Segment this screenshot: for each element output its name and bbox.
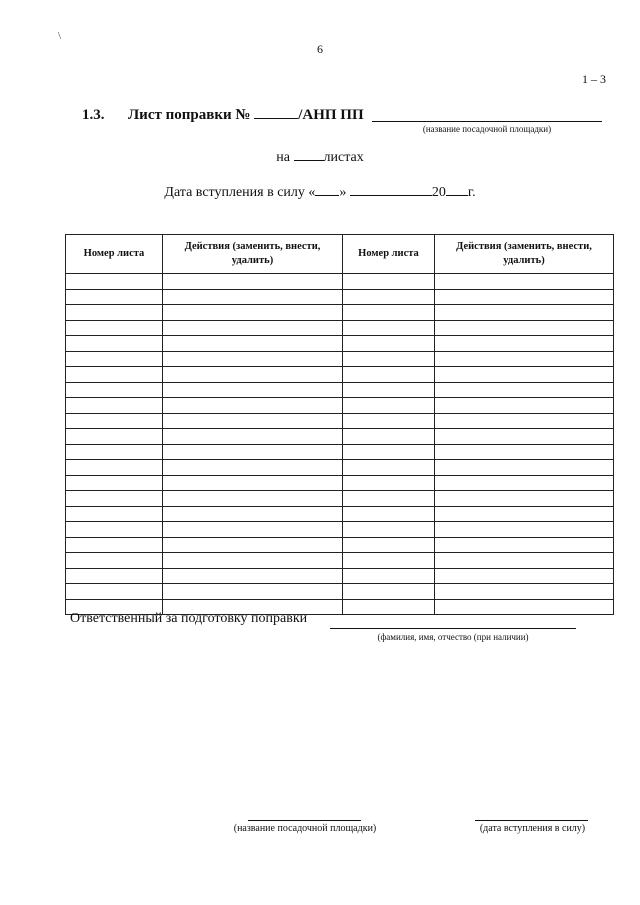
action-cell[interactable] bbox=[163, 537, 343, 553]
sheet-number-cell[interactable] bbox=[343, 475, 435, 491]
sheet-number-cell[interactable] bbox=[66, 305, 163, 321]
sheet-number-cell[interactable] bbox=[343, 289, 435, 305]
sheet-number-cell[interactable] bbox=[343, 274, 435, 290]
action-cell[interactable] bbox=[435, 320, 614, 336]
col-header-sheet-number-1: Номер листа bbox=[66, 235, 163, 274]
sheet-number-cell[interactable] bbox=[66, 320, 163, 336]
table-row bbox=[66, 491, 614, 507]
table-row bbox=[66, 429, 614, 445]
action-cell[interactable] bbox=[163, 351, 343, 367]
table-row bbox=[66, 289, 614, 305]
responsible-caption: (фамилия, имя, отчество (при наличии) bbox=[377, 632, 529, 642]
action-cell[interactable] bbox=[163, 522, 343, 538]
table-row bbox=[66, 336, 614, 352]
action-cell[interactable] bbox=[435, 491, 614, 507]
action-cell[interactable] bbox=[435, 305, 614, 321]
footer-date-caption: (дата вступления в силу) bbox=[479, 823, 586, 834]
table-row bbox=[66, 460, 614, 476]
footer-date-blank[interactable] bbox=[475, 820, 588, 821]
action-cell[interactable] bbox=[163, 320, 343, 336]
table-row bbox=[66, 305, 614, 321]
action-cell[interactable] bbox=[435, 289, 614, 305]
action-cell[interactable] bbox=[435, 444, 614, 460]
sheet-number-cell[interactable] bbox=[66, 553, 163, 569]
action-cell[interactable] bbox=[163, 460, 343, 476]
table-row bbox=[66, 320, 614, 336]
action-cell[interactable] bbox=[163, 568, 343, 584]
action-cell[interactable] bbox=[435, 506, 614, 522]
sheet-number-cell[interactable] bbox=[343, 398, 435, 414]
action-cell[interactable] bbox=[163, 382, 343, 398]
action-cell[interactable] bbox=[163, 398, 343, 414]
table-row bbox=[66, 506, 614, 522]
action-cell[interactable] bbox=[435, 429, 614, 445]
sheet-number-cell[interactable] bbox=[343, 336, 435, 352]
table-row bbox=[66, 398, 614, 414]
table-row bbox=[66, 367, 614, 383]
year-suffix: г. bbox=[467, 185, 476, 200]
action-cell[interactable] bbox=[435, 382, 614, 398]
sheet-number-cell[interactable] bbox=[343, 305, 435, 321]
table-row bbox=[66, 475, 614, 491]
sheet-number-cell[interactable] bbox=[343, 351, 435, 367]
sheet-number-cell[interactable] bbox=[66, 460, 163, 476]
sheet-number-cell[interactable] bbox=[343, 382, 435, 398]
action-cell[interactable] bbox=[435, 568, 614, 584]
sheet-number-cell[interactable] bbox=[343, 537, 435, 553]
sheet-number-cell[interactable] bbox=[66, 522, 163, 538]
sheet-number-cell[interactable] bbox=[343, 584, 435, 600]
table-row bbox=[66, 537, 614, 553]
action-cell[interactable] bbox=[435, 537, 614, 553]
sheet-number-cell[interactable] bbox=[343, 367, 435, 383]
action-cell[interactable] bbox=[163, 413, 343, 429]
action-cell[interactable] bbox=[163, 553, 343, 569]
sheet-number-cell[interactable] bbox=[66, 289, 163, 305]
amendment-number-blank[interactable] bbox=[254, 106, 298, 119]
action-cell[interactable] bbox=[163, 289, 343, 305]
sheet-number-cell[interactable] bbox=[343, 522, 435, 538]
action-cell[interactable] bbox=[163, 367, 343, 383]
sheet-number-cell[interactable] bbox=[66, 491, 163, 507]
sheet-number-cell[interactable] bbox=[66, 398, 163, 414]
table-row bbox=[66, 351, 614, 367]
sheet-number-cell[interactable] bbox=[343, 491, 435, 507]
year-blank[interactable] bbox=[446, 184, 468, 196]
action-cell[interactable] bbox=[435, 413, 614, 429]
sheet-number-cell[interactable] bbox=[66, 429, 163, 445]
heading-prefix: Лист поправки № bbox=[128, 107, 251, 123]
action-cell[interactable] bbox=[435, 475, 614, 491]
sheet-number-cell[interactable] bbox=[66, 444, 163, 460]
responsible-name-blank[interactable] bbox=[330, 628, 576, 629]
action-cell[interactable] bbox=[435, 522, 614, 538]
action-cell[interactable] bbox=[163, 444, 343, 460]
col-header-actions-1: Действия (заменить, внести, удалить) bbox=[163, 235, 343, 274]
col-header-sheet-number-2: Номер листа bbox=[343, 235, 435, 274]
responsible-label: Ответственный за подготовку поправки bbox=[70, 611, 308, 626]
site-name-blank[interactable] bbox=[372, 121, 602, 122]
sheet-number-cell[interactable] bbox=[66, 274, 163, 290]
action-cell[interactable] bbox=[163, 491, 343, 507]
page-number: 6 bbox=[317, 42, 323, 56]
year-prefix: 20 bbox=[431, 185, 446, 200]
action-cell[interactable] bbox=[163, 274, 343, 290]
table-header-row bbox=[66, 235, 614, 274]
page-code: 1 – 3 bbox=[582, 72, 606, 86]
action-cell[interactable] bbox=[163, 506, 343, 522]
table-row bbox=[66, 413, 614, 429]
sheet-number-cell[interactable] bbox=[66, 413, 163, 429]
sheet-number-cell[interactable] bbox=[343, 568, 435, 584]
heading-suffix: /АНП ПП bbox=[298, 107, 364, 123]
action-cell[interactable] bbox=[163, 429, 343, 445]
footer-site-caption: (название посадочной площадки) bbox=[233, 823, 377, 834]
action-cell[interactable] bbox=[163, 336, 343, 352]
sheet-number-cell[interactable] bbox=[66, 367, 163, 383]
section-number: 1.3. bbox=[82, 107, 105, 123]
sheet-number-cell[interactable] bbox=[343, 599, 435, 615]
sheet-number-cell[interactable] bbox=[66, 382, 163, 398]
table-row bbox=[66, 274, 614, 290]
sheets-count-line bbox=[0, 149, 640, 166]
sheet-number-cell[interactable] bbox=[66, 506, 163, 522]
footer-site-blank[interactable] bbox=[248, 820, 361, 821]
sheet-number-cell[interactable] bbox=[343, 429, 435, 445]
sheet-number-cell[interactable] bbox=[66, 584, 163, 600]
action-cell[interactable] bbox=[435, 398, 614, 414]
table-row bbox=[66, 382, 614, 398]
table-row bbox=[66, 568, 614, 584]
sheets-suffix: листах bbox=[323, 150, 364, 165]
action-cell[interactable] bbox=[163, 305, 343, 321]
action-cell[interactable] bbox=[435, 584, 614, 600]
scan-mark: \ bbox=[58, 30, 62, 42]
table-row bbox=[66, 584, 614, 600]
sheet-number-cell[interactable] bbox=[343, 444, 435, 460]
sheet-number-cell[interactable] bbox=[66, 475, 163, 491]
sheets-prefix: на bbox=[276, 150, 290, 165]
sheet-number-cell[interactable] bbox=[66, 336, 163, 352]
table-row bbox=[66, 522, 614, 538]
action-cell[interactable] bbox=[435, 553, 614, 569]
action-cell[interactable] bbox=[435, 460, 614, 476]
sheet-number-cell[interactable] bbox=[343, 320, 435, 336]
col-header-actions-2: Действия (заменить, внести, удалить) bbox=[435, 235, 614, 274]
action-cell[interactable] bbox=[163, 475, 343, 491]
sheet-number-cell[interactable] bbox=[343, 413, 435, 429]
sheet-number-cell[interactable] bbox=[66, 351, 163, 367]
date-prefix: Дата вступления в силу « bbox=[164, 185, 316, 200]
date-quote-close: » bbox=[339, 185, 347, 200]
month-blank[interactable] bbox=[350, 184, 432, 196]
section-heading bbox=[82, 106, 364, 124]
day-blank[interactable] bbox=[315, 184, 339, 196]
amendment-table bbox=[65, 234, 614, 615]
table-row bbox=[66, 553, 614, 569]
sheet-number-cell[interactable] bbox=[66, 537, 163, 553]
table-row bbox=[66, 444, 614, 460]
effective-date-line bbox=[0, 184, 640, 201]
sheet-number-cell[interactable] bbox=[343, 460, 435, 476]
sheet-number-cell[interactable] bbox=[343, 553, 435, 569]
site-name-caption: (название посадочной площадки) bbox=[422, 124, 552, 134]
sheets-count-blank[interactable] bbox=[294, 149, 324, 161]
sheet-number-cell[interactable] bbox=[343, 506, 435, 522]
action-cell[interactable] bbox=[435, 367, 614, 383]
action-cell[interactable] bbox=[435, 599, 614, 615]
table-body bbox=[66, 274, 614, 615]
action-cell[interactable] bbox=[435, 336, 614, 352]
action-cell[interactable] bbox=[163, 584, 343, 600]
sheet-number-cell[interactable] bbox=[66, 568, 163, 584]
action-cell[interactable] bbox=[435, 351, 614, 367]
action-cell[interactable] bbox=[435, 274, 614, 290]
